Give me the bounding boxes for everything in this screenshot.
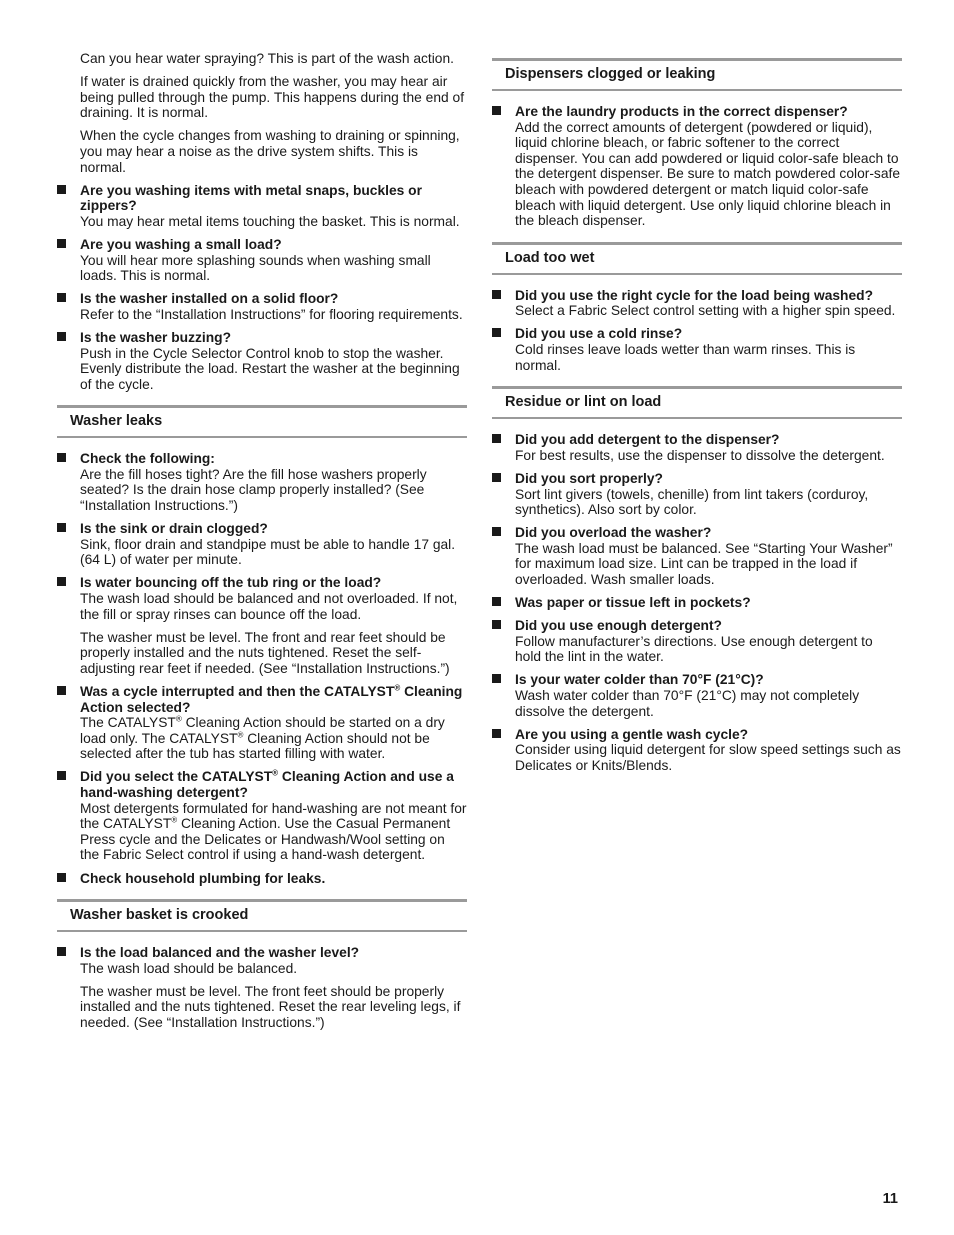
answer: Wash water colder than 70°F (21°C) may not completely dissolve the detergent. — [515, 688, 860, 719]
question: Is the load balanced and the washer level? — [80, 945, 360, 961]
note-paragraph: The washer must be level. The front feet should be properly installed and the nuts tightened. Reset the rear leveling legs, if needed. (See “Installation Instructions.”) — [80, 983, 461, 1030]
list-item — [57, 451, 467, 513]
answer: Select a Fabric Select control setting with a higher spin speed. — [515, 303, 896, 319]
list-item — [57, 330, 467, 392]
question: Check household plumbing for leaks. — [80, 870, 326, 886]
square-bullet-icon — [492, 473, 501, 482]
question: Did you overload the washer? — [515, 525, 712, 541]
answer: Follow manufacturer’s directions. Use enough detergent to hold the lint in the water. — [515, 633, 873, 665]
left-column — [57, 51, 467, 1038]
section-heading-dispensers: Dispensers clogged or leaking — [492, 58, 902, 91]
registered-mark: ® — [272, 768, 279, 778]
square-bullet-icon — [492, 620, 501, 629]
list-item — [57, 291, 467, 322]
square-bullet-icon — [57, 947, 66, 956]
question: Is water bouncing off the tub ring or the load? — [80, 575, 382, 591]
list-item — [492, 432, 902, 463]
list-item — [57, 521, 467, 568]
answer: You will hear more splashing sounds when washing small loads. This is normal. — [80, 252, 431, 284]
list-item — [57, 575, 467, 622]
note-paragraph: The washer must be level. The front and rear feet should be properly installed and the nuts tightened. Reset the self-adjusting rear feet if needed. (See “Installation Instructions.”) — [80, 629, 450, 676]
intro-paragraph: Can you hear water spraying? This is part of the wash action. — [80, 51, 454, 66]
page-number: 11 — [882, 1191, 898, 1207]
list-item — [57, 237, 467, 284]
square-bullet-icon — [492, 527, 501, 536]
intro-paragraph: If water is drained quickly from the washer, you may hear air being pulled through the pump. This happens during the end of draining. It is normal. — [80, 74, 465, 121]
answer: Add the correct amounts of detergent (powdered or liquid), liquid chlorine bleach, or fabric softener to the correct dispenser. You can add powdered or liquid color-safe bleach to the detergent dispenser. Be sure to match powdered color-safe bleach with powdered detergent or match liquid color-safe bleach with liquid detergent. Use only liquid chlorine bleach in the bleach dispenser. — [515, 119, 901, 229]
registered-mark: ® — [175, 714, 182, 724]
list-item — [57, 871, 467, 887]
square-bullet-icon — [57, 239, 66, 248]
square-bullet-icon — [57, 185, 66, 194]
right-column — [492, 51, 902, 781]
question: Did you sort properly? — [515, 470, 663, 486]
square-bullet-icon — [492, 674, 501, 683]
list-item — [492, 471, 902, 518]
question: Is your water colder than 70°F (21°C)? — [515, 672, 764, 688]
square-bullet-icon — [492, 106, 501, 115]
square-bullet-icon — [57, 771, 66, 780]
square-bullet-icon — [57, 523, 66, 532]
registered-mark: ® — [237, 730, 244, 740]
list-item — [492, 618, 902, 665]
square-bullet-icon — [57, 873, 66, 882]
answer: The wash load should be balanced and not overloaded. If not, the fill or spray rinses can bounce off the load. — [80, 591, 458, 622]
question: Are you washing items with metal snaps, buckles or zippers? — [80, 182, 422, 214]
list-item — [492, 727, 902, 774]
answer: For best results, use the dispenser to dissolve the detergent. — [515, 447, 885, 463]
question: Is the washer buzzing? — [80, 329, 232, 345]
question: Are you using a gentle wash cycle? — [515, 726, 749, 742]
list-item — [57, 183, 467, 230]
section-heading-washer-leaks: Washer leaks — [57, 405, 467, 438]
list-item — [57, 769, 467, 863]
answer: You may hear metal items touching the basket. This is normal. — [80, 213, 460, 229]
question: Did you use the right cycle for the load being washed? — [515, 287, 874, 303]
answer: Push in the Cycle Selector Control knob to stop the washer. Evenly distribute the load. Restart the washer at the beginning of the cycle. — [80, 345, 460, 392]
question: Was paper or tissue left in pockets? — [515, 595, 751, 611]
question: Are the laundry products in the correct dispenser? — [515, 104, 848, 119]
square-bullet-icon — [57, 577, 66, 586]
square-bullet-icon — [57, 453, 66, 462]
question: Is the sink or drain clogged? — [80, 521, 268, 537]
square-bullet-icon — [492, 434, 501, 443]
question: Check the following: — [80, 451, 215, 467]
answer: Are the fill hoses tight? Are the fill hose washers properly seated? Is the drain hose clamp properly installed? (See “Installation Instructions.”) — [80, 466, 427, 514]
square-bullet-icon — [492, 597, 501, 606]
list-item — [57, 684, 467, 762]
answer: Sink, floor drain and standpipe must be able to handle 17 gal. (64 L) of water per minute. — [80, 536, 456, 568]
intro-paragraph: When the cycle changes from washing to draining or spinning, you may hear a noise as the drive system shifts. This is normal. — [80, 128, 460, 175]
list-item — [492, 595, 902, 611]
list-item — [492, 525, 902, 587]
square-bullet-icon — [57, 332, 66, 341]
question: Did you select the CATALYST® Cleaning Action and use a hand-washing detergent? — [80, 768, 454, 801]
answer: The wash load must be balanced. See “Starting Your Washer” for maximum load size. Lint can be trapped in the load if overloaded. Wash smaller loads. — [515, 540, 893, 587]
question: Did you add detergent to the dispenser? — [515, 432, 780, 448]
question: Was a cycle interrupted and then the CATALYST® Cleaning Action selected? — [80, 683, 463, 715]
section-heading-residue: Residue or lint on load — [492, 386, 902, 419]
square-bullet-icon — [492, 328, 501, 337]
list-item — [492, 104, 902, 229]
list-item — [492, 672, 902, 719]
section-heading-load-wet: Load too wet — [492, 242, 902, 275]
square-bullet-icon — [57, 293, 66, 302]
answer: Sort lint givers (towels, chenille) from lint takers (corduroy, synthetics). Also sort by color. — [515, 486, 869, 518]
answer: Most detergents formulated for hand-washing are not meant for the CATALYST® Cleaning Action. Use the Casual Permanent Press cycle and the Delicates or Handwash/Wool setting on the Fabric Select control if using a hand-wash detergent. — [80, 800, 467, 863]
question: Did you use a cold rinse? — [515, 326, 683, 342]
square-bullet-icon — [57, 686, 66, 695]
section-heading-basket-crooked: Washer basket is crooked — [57, 899, 467, 932]
answer: Refer to the “Installation Instructions” for flooring requirements. — [80, 306, 463, 322]
list-item — [57, 945, 467, 976]
square-bullet-icon — [492, 290, 501, 299]
question: Did you use enough detergent? — [515, 618, 722, 634]
registered-mark: ® — [394, 683, 401, 693]
question: Are you washing a small load? — [80, 236, 282, 252]
registered-mark: ® — [171, 815, 178, 825]
answer: Cold rinses leave loads wetter than warm rinses. This is normal. — [515, 342, 856, 373]
answer: Consider using liquid detergent for slow speed settings such as Delicates or Knits/Blends. — [515, 742, 901, 773]
square-bullet-icon — [492, 729, 501, 738]
list-item — [492, 326, 902, 373]
answer: The wash load should be balanced. — [80, 960, 298, 976]
list-item — [492, 288, 902, 319]
answer: The CATALYST® Cleaning Action should be started on a dry load only. The CATALYST® Cleaning Action should not be selected after the tub has started filling with water. — [80, 714, 445, 762]
question: Is the washer installed on a solid floor? — [80, 291, 339, 307]
